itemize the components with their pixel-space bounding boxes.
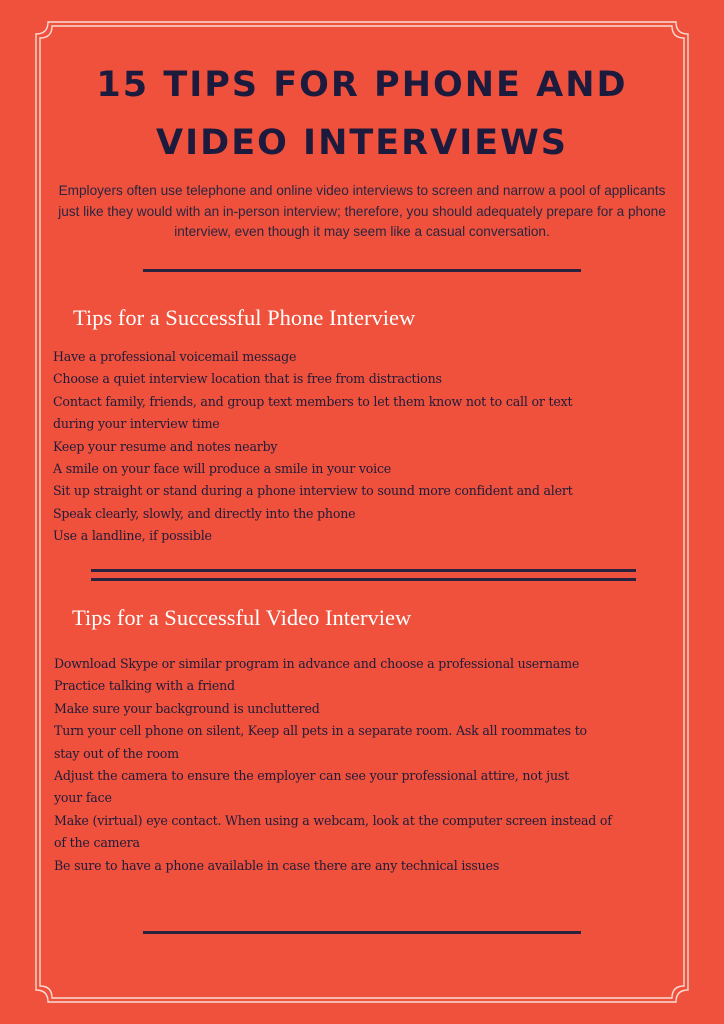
phone-section-heading: Tips for a Successful Phone Interview: [73, 305, 416, 330]
tip-line: Choose a quiet interview location that is free from distractions: [53, 371, 442, 387]
tip-line: during your interview time: [53, 416, 220, 432]
tip-line: Make sure your background is uncluttered: [54, 700, 320, 716]
tip-line: Adjust the camera to ensure the employer can see your professional attire, not just: [54, 768, 570, 784]
video-tips-list: [54, 653, 704, 877]
tip-line: A smile on your face will produce a smile in your voice: [53, 461, 392, 477]
divider-double-upper: [91, 569, 636, 572]
tip-line: Turn your cell phone on silent, Keep all pets in a separate room. Ask all roommates to: [54, 723, 587, 739]
tip-line: of the camera: [54, 835, 140, 851]
tip-line: Use a landline, if possible: [53, 528, 212, 544]
divider-double-lower: [91, 578, 636, 581]
title-line-2: VIDEO INTERVIEWS: [156, 123, 568, 163]
intro-paragraph: Employers often use telephone and online video interviews to screen and narrow a pool of applicants just like they would with an in-person interview; therefore, you should adequately prepare for a phone interview, even though it may seem like a casual conversation.: [58, 183, 666, 239]
tip-line: Contact family, friends, and group text members to let them know not to call or text: [53, 393, 573, 409]
title-line-1: 15 TIPS FOR PHONE AND: [96, 65, 628, 105]
tip-line: stay out of the room: [54, 745, 179, 761]
divider-bottom: [143, 931, 581, 934]
phone-tips-list: [53, 346, 693, 548]
tip-line: Make (virtual) eye contact. When using a webcam, look at the computer screen instead of: [54, 812, 612, 828]
tip-line: Download Skype or similar program in advance and choose a professional username: [54, 656, 580, 671]
tip-line: Be sure to have a phone available in case there are any technical issues: [54, 857, 500, 873]
tip-line: Have a professional voicemail message: [53, 349, 297, 364]
tip-line: Practice talking with a friend: [54, 678, 235, 694]
page-title: [0, 56, 724, 172]
video-section-heading: Tips for a Successful Video Interview: [72, 605, 412, 630]
divider-top: [143, 269, 581, 272]
tip-line: Speak clearly, slowly, and directly into the phone: [53, 505, 356, 521]
tip-line: your face: [54, 790, 112, 806]
tip-line: Keep your resume and notes nearby: [53, 438, 278, 454]
tip-line: Sit up straight or stand during a phone interview to sound more confident and alert: [53, 483, 573, 499]
